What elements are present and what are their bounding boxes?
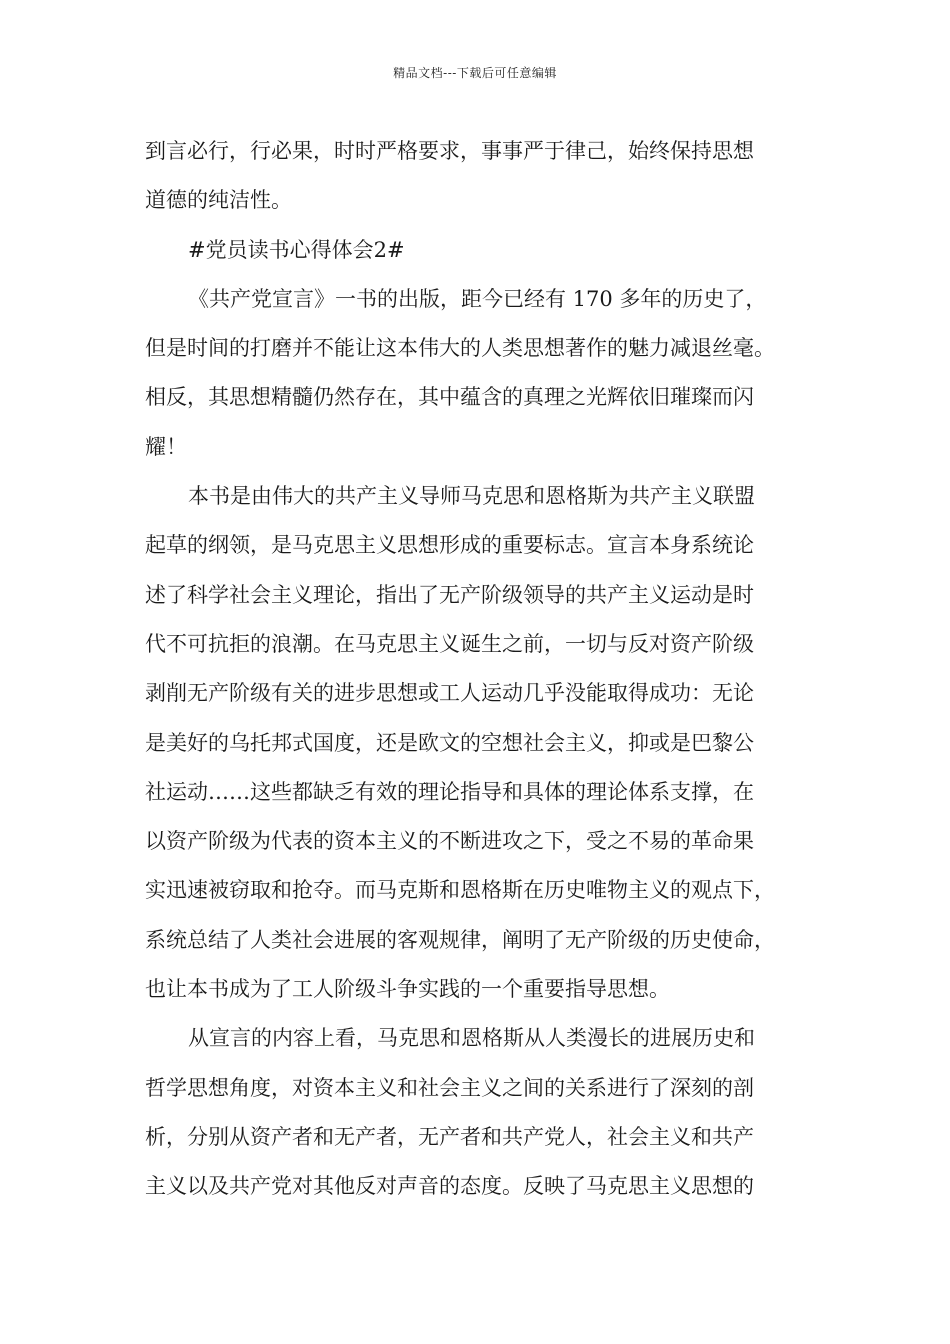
text-line: 述了科学社会主义理论，指出了无产阶级领导的共产主义运动是时 — [145, 582, 754, 607]
text-line: 社运动……这些都缺乏有效的理论指导和具体的理论体系支撑，在 — [145, 779, 754, 804]
text-line: 起草的纲领，是马克思主义思想形成的重要标志。宣言本身系统论 — [145, 533, 754, 558]
text-line: 《共产党宣言》一书的出版，距今已经有 170 多年的历史了， — [188, 286, 767, 311]
text-line: 主义以及共产党对其他反对声音的态度。反映了马克思主义思想的 — [145, 1174, 754, 1199]
text-line: 但是时间的打磨并不能让这本伟大的人类思想著作的魅力减退丝毫。 — [145, 336, 775, 361]
text-line: 以资产阶级为代表的资本主义的不断进攻之下，受之不易的革命果 — [145, 829, 754, 854]
text-line: 本书是由伟大的共产主义导师马克思和恩格斯为共产主义联盟 — [188, 484, 755, 509]
text-line: 剥削无产阶级有关的进步思想或工人运动几乎没能取得成功：无论 — [145, 681, 754, 706]
page-header: 精品文档---下载后可任意编辑 — [393, 66, 557, 80]
text-line: 到言必行，行必果，时时严格要求，事事严于律己，始终保持思想 — [145, 139, 754, 163]
text-line: 耀！ — [145, 434, 187, 459]
text-line: 也让本书成为了工人阶级斗争实践的一个重要指导思想。 — [145, 977, 670, 1002]
text-line: 道德的纯洁性。 — [145, 188, 292, 213]
section-heading: #党员读书心得体会2# — [188, 237, 405, 262]
text-line: 析，分别从资产者和无产者，无产者和共产党人，社会主义和共产 — [145, 1124, 754, 1149]
document-body — [145, 127, 825, 1212]
text-line: 系统总结了人类社会进展的客观规律，阐明了无产阶级的历史使命， — [145, 927, 775, 952]
text-line: 是美好的乌托邦式国度，还是欧文的空想社会主义，抑或是巴黎公 — [145, 730, 754, 755]
text-line: 代不可抗拒的浪潮。在马克思主义诞生之前，一切与反对资产阶级 — [145, 631, 754, 656]
text-line: 哲学思想角度，对资本主义和社会主义之间的关系进行了深刻的剖 — [145, 1075, 754, 1100]
text-line: 从宣言的内容上看，马克思和恩格斯从人类漫长的进展历史和 — [188, 1026, 755, 1051]
text-line: 相反，其思想精髓仍然存在，其中蕴含的真理之光辉依旧璀璨而闪 — [145, 385, 754, 410]
text-line: 实迅速被窃取和抢夺。而马克斯和恩格斯在历史唯物主义的观点下， — [145, 878, 775, 903]
